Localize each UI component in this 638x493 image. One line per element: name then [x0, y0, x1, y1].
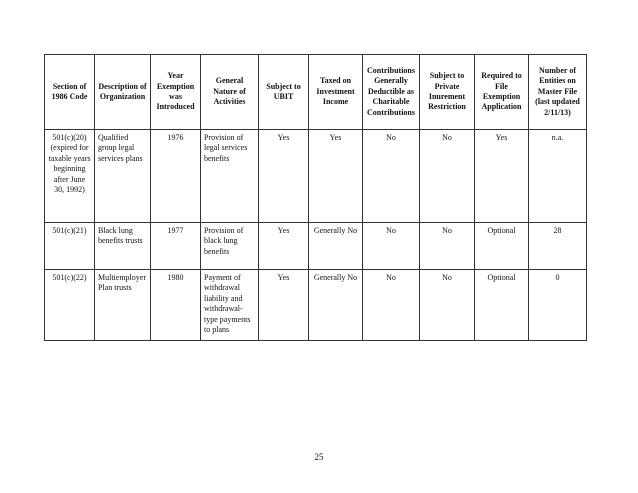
cell-inurement: No: [420, 270, 475, 341]
cell-application: Yes: [475, 130, 529, 223]
cell-inurement: No: [420, 130, 475, 223]
cell-deductible: No: [363, 130, 420, 223]
header-ubit: Subject to UBIT: [259, 55, 309, 130]
table-row: [45, 130, 587, 223]
cell-description: Multiemployer Plan trusts: [95, 270, 151, 341]
cell-inurement: No: [420, 223, 475, 270]
cell-entities: n.a.: [529, 130, 587, 223]
table-row: [45, 270, 587, 341]
cell-application: Optional: [475, 223, 529, 270]
header-activities: General Nature of Activities: [201, 55, 259, 130]
cell-taxed: Generally No: [309, 223, 363, 270]
cell-activities: Provision of black lung benefits: [201, 223, 259, 270]
cell-year: 1976: [151, 130, 201, 223]
cell-ubit: Yes: [259, 270, 309, 341]
cell-ubit: Yes: [259, 130, 309, 223]
table-row: [45, 223, 587, 270]
header-taxed: Taxed on Investment Income: [309, 55, 363, 130]
cell-description: Black lung benefits trusts: [95, 223, 151, 270]
header-description: Description of Organization: [95, 55, 151, 130]
cell-deductible: No: [363, 223, 420, 270]
header-entities: Number of Entities on Master File (last updated 2/11/13): [529, 55, 587, 130]
cell-ubit: Yes: [259, 223, 309, 270]
cell-section: 501(c)(20) (expired for taxable years beginning after June 30, 1992): [45, 130, 95, 223]
cell-description: Qualified group legal services plans: [95, 130, 151, 223]
cell-section: 501(c)(21): [45, 223, 95, 270]
cell-application: Optional: [475, 270, 529, 341]
cell-taxed: Yes: [309, 130, 363, 223]
cell-entities: 0: [529, 270, 587, 341]
cell-deductible: No: [363, 270, 420, 341]
header-inurement: Subject to Private Inurement Restriction: [420, 55, 475, 130]
cell-taxed: Generally No: [309, 270, 363, 341]
header-year: Year Exemption was Introduced: [151, 55, 201, 130]
page-number: 25: [314, 452, 324, 462]
header-deductible: Contributions Generally Deductible as Charitable Contributions: [363, 55, 420, 130]
cell-year: 1977: [151, 223, 201, 270]
header-application: Required to File Exemption Application: [475, 55, 529, 130]
cell-activities: Payment of withdrawal liability and withdrawal-type payments to plans: [201, 270, 259, 341]
cell-activities: Provision of legal services benefits: [201, 130, 259, 223]
tax-exempt-organizations-table: [44, 54, 587, 341]
header-section: Section of 1986 Code: [45, 55, 95, 130]
cell-year: 1980: [151, 270, 201, 341]
table-header-row: [45, 55, 587, 130]
cell-entities: 28: [529, 223, 587, 270]
cell-section: 501(c)(22): [45, 270, 95, 341]
